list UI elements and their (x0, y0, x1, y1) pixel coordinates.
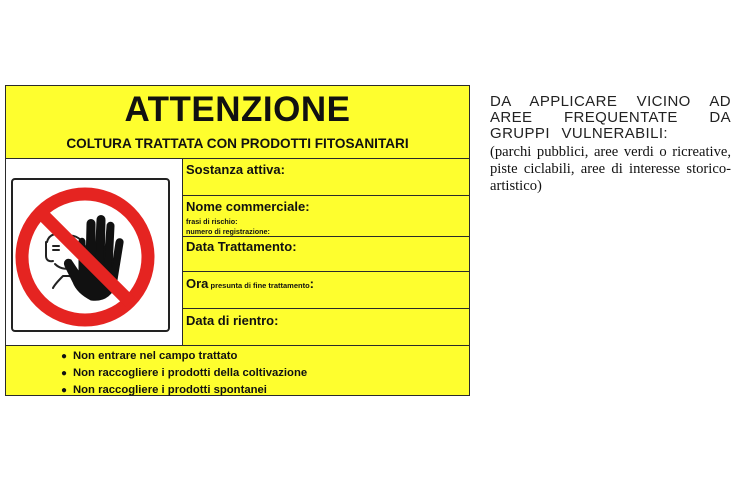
field-data-trattamento (183, 237, 470, 272)
field-nome-commerciale (183, 196, 470, 237)
rule-item (61, 382, 307, 399)
bullet-icon: ● (61, 385, 68, 396)
sign-middle-section (6, 159, 469, 346)
sign-fields (183, 159, 470, 345)
ora-colon: : (309, 276, 315, 291)
note-heading: DA APPLICARE VICINO AD AREE FREQUENTATE DA GRUPPI VULNERABILI: (490, 93, 731, 142)
note-body: (parchi pubblici, aree verdi o ricreative, piste ciclabili, aree di interesse storico-artistico) (490, 144, 731, 194)
sign-rules (6, 346, 469, 396)
rule-text: Non entrare nel campo trattato (73, 350, 238, 362)
rule-item (61, 365, 307, 382)
frasi-di-rischio-label: frasi di rischio: (186, 217, 238, 226)
prohibition-sign-graphic (13, 180, 168, 330)
field-ora (183, 272, 470, 309)
sostanza-attiva-label: Sostanza attiva: (186, 162, 285, 177)
rule-item (61, 348, 307, 365)
placement-note (490, 94, 731, 195)
field-data-di-rientro (183, 309, 470, 345)
data-di-rientro-label: Data di rientro: (186, 313, 279, 328)
rules-list (61, 348, 307, 399)
ora-label (186, 276, 314, 291)
sign-title: ATTENZIONE (124, 90, 351, 129)
bullet-icon: ● (61, 368, 68, 379)
no-entry-stop-hand-icon (11, 178, 170, 332)
pictogram-cell (6, 159, 183, 345)
ora-word: Ora (186, 276, 209, 291)
data-trattamento-label: Data Trattamento: (186, 239, 297, 254)
rule-text: Non raccogliere i prodotti spontanei (73, 384, 267, 396)
field-sostanza-attiva (183, 159, 470, 196)
numero-registrazione-label: numero di registrazione: (186, 227, 270, 236)
sign-subtitle: COLTURA TRATTATA CON PRODOTTI FITOSANITARI (66, 136, 409, 151)
warning-sign (5, 85, 470, 396)
bullet-icon: ● (61, 351, 68, 362)
rule-text: Non raccogliere i prodotti della coltivazione (73, 367, 308, 379)
sign-header (6, 86, 469, 159)
nome-commerciale-label: Nome commerciale: (186, 199, 310, 214)
ora-small-text: presunta di fine trattamento (208, 281, 310, 290)
